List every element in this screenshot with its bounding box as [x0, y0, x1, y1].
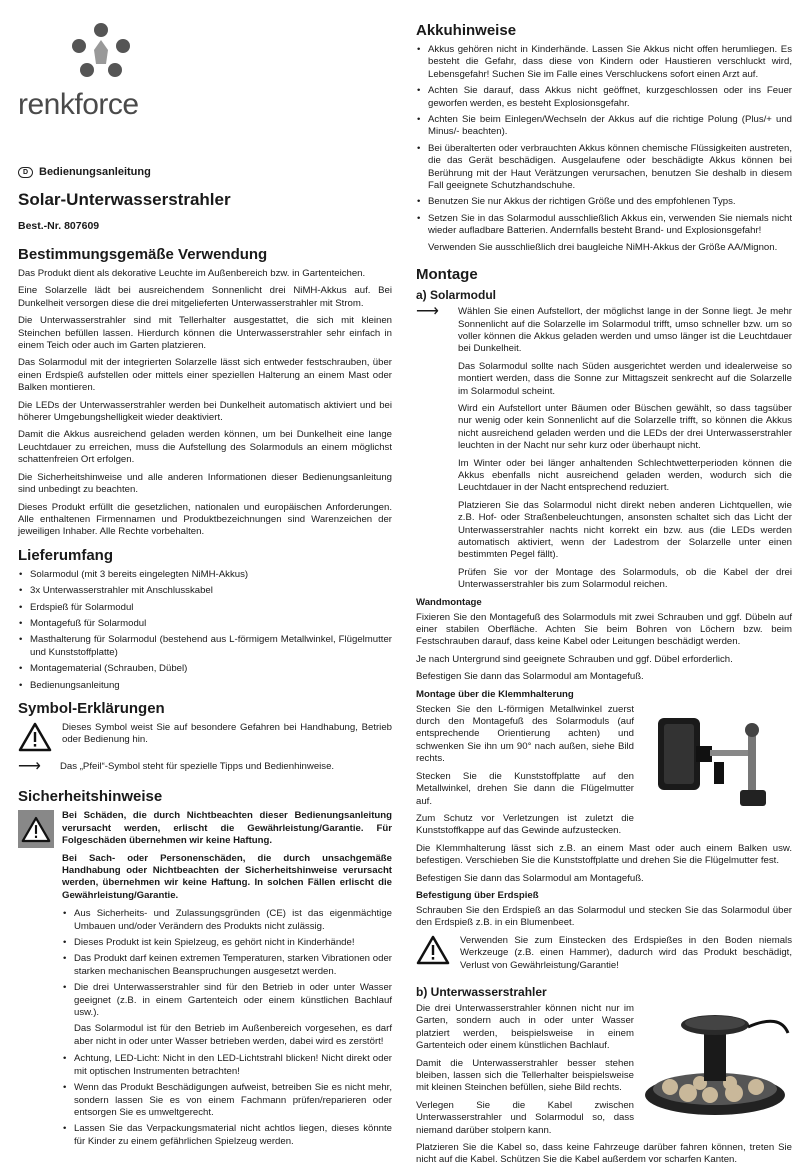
- list-item: • Akkus gehören nicht in Kinderhände. Lassen Sie Akkus nicht offen herumliegen. Es besteht die Gefahr, dass diese von Kindern oder Haustieren verschluckt wird, Lebensgefahr! Suchen Sie im Falle eines Verschluckens sofort einen Arzt auf.: [416, 44, 792, 81]
- paragraph: Das Solarmodul sollte nach Süden ausgerichtet werden und idealerweise so montiert werden, dass die Sonne zur Mittagszeit senkrecht auf die Solarzelle im Solarmodul scheint.: [458, 360, 792, 397]
- warning-triangle-icon: [18, 810, 54, 848]
- paragraph: Platzieren Sie die Kabel so, dass keine Fahrzeuge darüber fahren können, treten Sie nicht auf die Kabel. Schützen Sie die Kabel außerdem vor scharfen Kanten.: [416, 1142, 792, 1166]
- order-number: Best.-Nr. 807609: [18, 220, 100, 232]
- paragraph: Schrauben Sie den Erdspieß an das Solarmodul und stecken Sie das Solarmodul über den Erdspieß z.B. in ein Blumenbeet.: [416, 904, 792, 929]
- paragraph: Die Sicherheitshinweise und alle anderen Informationen dieser Bedienungsanleitung sind unbedingt zu beachten.: [18, 471, 392, 496]
- subheading-erdspiess: Befestigung über Erdspieß: [416, 889, 539, 901]
- subheading-unterwasserstrahler: b) Unterwasserstrahler: [416, 984, 547, 999]
- subheading-wandmontage: Wandmontage: [416, 596, 482, 608]
- page-title: Solar-Unterwasserstrahler: [18, 190, 231, 209]
- paragraph: Prüfen Sie vor der Montage des Solarmoduls, ob die Kabel der drei Unterwasserstrahler bis zum Solarmodul reichen.: [458, 566, 792, 591]
- paragraph: Fixieren Sie den Montagefuß des Solarmoduls mit zwei Schrauben und ggf. Dübeln auf einer stabilen Oberfläche. Achten Sie beim Bohren von Löchern bzw. beim Festschrauben darauf, dass keine Kabel oder Leitungen beschädigt werden.: [416, 611, 792, 648]
- paragraph: Die drei Unterwasserstrahler können nicht nur im Garten, sondern auch in oder unter Wasser platziert werden, beispielsweise in einem Gartenteich oder einem künstlichen Bachlauf.: [416, 1002, 634, 1052]
- warning-triangle-icon: [18, 722, 54, 757]
- paragraph: Wählen Sie einen Aufstellort, der möglichst lange in der Sonne liegt. Je mehr Sonnenlicht auf die Solarzelle im Solarmodul trifft, umso schneller bzw. um so voller können die Akkus geladen werden und umso länger ist die Leuchtdauer bei Dunkelheit.: [458, 306, 792, 355]
- list-item: • Benutzen Sie nur Akkus der richtigen Größe und des empfohlenen Typs.: [416, 196, 792, 208]
- paragraph: Zum Schutz vor Verletzungen ist zuletzt die Kunststoffkappe auf das Gewinde aufzustecken.: [416, 812, 634, 837]
- list-item: • Setzen Sie in das Solarmodul ausschließlich Akkus ein, verwenden Sie niemals nicht wieder aufladbare Batterien. Andernfalls besteht Brand- und Explosionsgefahr!: [416, 213, 792, 238]
- brand-logo: [18, 18, 158, 128]
- list-item: • Bei überalterten oder verbrauchten Akkus können chemische Flüssigkeiten austreten, die das Gerät beschädigen. Ausgelaufene oder beschädigte Akkus können bei Berührung mit der Haut Verätzungen verursachen, benutzen Sie deshalb in diesem Fall geeignete Schutzhandschuhe.: [416, 143, 792, 193]
- clamp-mount-image: [640, 704, 792, 843]
- paragraph: Das Produkt dient als dekorative Leuchte im Außenbereich bzw. in Gartenteichen.: [18, 268, 366, 279]
- section-heading-symbole: Symbol-Erklärungen: [18, 699, 165, 717]
- paragraph: Das Solarmodul mit der integrierten Solarzelle lässt sich entweder festschrauben, über einen Erdspieß aufstellen oder mittels einer speziellen Halterung an einem Mast oder Balken montieren.: [18, 357, 392, 394]
- paragraph: Dieses Produkt erfüllt die gesetzlichen, nationalen und europäischen Anforderungen. Alle enthaltenen Firmennamen und Produktbezeichnungen sind Warenzeichen der jeweiligen Inhaber. Alle Rechte vorbehalten.: [18, 501, 392, 538]
- paragraph: Damit die Akkus ausreichend geladen werden können, um bei Dunkelheit eine lange Leuchtdauer zu erreichen, muss die Aufstellung des Solarmoduls an einem möglichst schattenfreien Ort erfolgen.: [18, 429, 392, 466]
- warning-symbol-row: [18, 722, 392, 757]
- akku-note: Verwenden Sie ausschließlich drei baugleiche NiMH-Akkus der Größe AA/Mignon.: [428, 241, 778, 253]
- paragraph: Je nach Untergrund sind geeignete Schrauben und ggf. Dübel erforderlich.: [416, 653, 733, 665]
- uw-block: [416, 1003, 792, 1142]
- paragraph: Eine Solarzelle lädt bei ausreichendem Sonnenlicht drei NiMH-Akkus auf. Bei Dunkelheit versorgen diese die drei mitgelieferten Unterwasserstrahler mit Strom.: [18, 285, 392, 309]
- warning-symbol-text: Dieses Symbol weist Sie auf besondere Gefahren bei Handhabung, Betrieb oder Bedienung hin.: [62, 721, 392, 746]
- paragraph: Im Winter oder bei länger anhaltenden Schlechtwetterperioden können die Akkus ebenfalls nicht ausreichend geladen werden, wodurch sich die Leuchtdauer in der Nacht entsprechend reduziert.: [458, 457, 792, 494]
- lieferumfang-list: [18, 569, 392, 692]
- manual-label-text: Bedienungsanleitung: [39, 166, 151, 178]
- section-heading-bestimmung: Bestimmungsgemäße Verwendung: [18, 246, 268, 263]
- brand-name: renkforce: [18, 88, 139, 121]
- list-item: • Achtung, LED-Licht: Nicht in den LED-Lichtstrahl blicken! Nicht direkt oder mit optischen Instrumenten betrachten!: [62, 1053, 392, 1078]
- paragraph: Platzieren Sie das Solarmodul nicht direkt neben anderen Lichtquellen, wie z.B. Hof- oder Straßenbeleuchtungen, ansonsten schaltet sich das Licht der Unterwasserstrahler nachts nicht korrekt ein bzw. aus (die LEDs werden automatisch aktiviert, wenn der Ladestrom der Solarzelle unter einen bestimmten Pegel fällt).: [458, 499, 792, 561]
- section-heading-sicherheit: Sicherheitshinweise: [18, 788, 163, 806]
- underwater-light-image: [640, 1003, 792, 1142]
- list-item: • Achten Sie beim Einlegen/Wechseln der Akkus auf die richtige Polung (Plus/+ und Minus/- beachten).: [416, 114, 792, 139]
- akku-list: [416, 44, 792, 238]
- list-item: • Dieses Produkt ist kein Spielzeug, es gehört nicht in Kinderhände!: [62, 937, 392, 949]
- list-item: • Wenn das Produkt Beschädigungen aufweist, betreiben Sie es nicht mehr, sondern lassen Sie es von einem Fachmann prüfen/reparieren oder entsorgen Sie es umweltgerecht.: [62, 1082, 392, 1119]
- warning-triangle-icon: [416, 935, 452, 970]
- safety-bold-1: Bei Schäden, die durch Nichtbeachten dieser Bedienungsanleitung verursacht werden, erlischt die Gewährleistung/Garantie. Für Folgeschäden übernehmen wir keine Haftung.: [62, 810, 392, 847]
- safety-list: [62, 908, 392, 1019]
- paragraph: Die LEDs der Unterwasserstrahler werden bei Dunkelheit automatisch aktiviert und bei höherer Umgebungshelligkeit wieder deaktiviert.: [18, 399, 392, 424]
- manual-label: [18, 166, 392, 178]
- safety-list-2: [62, 1053, 392, 1148]
- solar-tip-block: [416, 303, 792, 597]
- language-badge: D: [18, 167, 33, 178]
- safety-bold-2: Bei Sach- oder Personenschäden, die durch unsachgemäße Handhabung oder Nichtbeachten der Sicherheitshinweise verursacht werden, übernehmen wir keine Haftung. In solchen Fällen erlischt die Gewährleistung/Garantie.: [62, 852, 392, 901]
- safety-sub-paragraph: Das Solarmodul ist für den Betrieb im Außenbereich vorgesehen, es darf aber nicht in oder unter Wasser betrieben werden, dabei wird es zerstört!: [74, 1023, 392, 1047]
- klemm-block: [416, 704, 792, 843]
- list-item: • Bedienungsanleitung: [18, 680, 392, 692]
- paragraph: Verlegen Sie die Kabel zwischen Unterwasserstrahler und Solarmodul so, dass niemand darüber stolpern kann.: [416, 1099, 634, 1136]
- list-item: • 3x Unterwasserstrahler mit Anschlusskabel: [18, 585, 392, 597]
- paragraph: Befestigen Sie dann das Solarmodul am Montagefuß.: [416, 671, 644, 683]
- paragraph: Befestigen Sie dann das Solarmodul am Montagefuß.: [416, 872, 644, 884]
- section-heading-akku: Akkuhinweise: [416, 22, 517, 39]
- list-item: • Achten Sie darauf, dass Akkus nicht geöffnet, kurzgeschlossen oder ins Feuer geworfen werden, es besteht Explosionsgefahr.: [416, 85, 792, 110]
- list-item: • Aus Sicherheits- und Zulassungsgründen (CE) ist das eigenmächtige Umbauen und/oder Verändern des Produkts nicht zulässig.: [62, 908, 392, 933]
- arrow-right-icon: ⟶: [18, 757, 41, 775]
- erd-warning-text: Verwenden Sie zum Einstecken des Erdspießes in den Boden niemals Werkzeuge (z.B. einen Hammer), dadurch wird das Produkt beschädigt, Verlust von Gewährleistung/Garantie!: [460, 934, 792, 971]
- arrow-symbol-text: Das „Pfeil“-Symbol steht für spezielle Tipps und Bedienhinweise.: [60, 760, 335, 772]
- paragraph: Wird ein Aufstellort unter Bäumen oder Büschen gewählt, so dass tagsüber nur wenig oder kein Sonnenlicht auf die Solarzelle trifft, so können die Akkus nicht ausreichend geladen werden und die LEDs der drei Unterwasserstrahler leuchten in der Nacht nur sehr kurz oder überhaupt nicht.: [458, 402, 792, 452]
- arrow-symbol-row: [18, 757, 392, 778]
- section-heading-lieferumfang: Lieferumfang: [18, 546, 114, 564]
- list-item: • Masthalterung für Solarmodul (bestehend aus L-förmigem Metallwinkel, Flügelmutter und Kunststoffplatte): [18, 634, 392, 659]
- list-item: • Montagefuß für Solarmodul: [18, 618, 392, 630]
- subheading-solarmodul: a) Solarmodul: [416, 288, 497, 303]
- section-heading-montage: Montage: [416, 266, 478, 284]
- left-column: [18, 166, 392, 1152]
- list-item: • Lassen Sie das Verpackungsmaterial nicht achtlos liegen, dieses könnte für Kinder zu einem gefährlichen Spielzeug werden.: [62, 1123, 392, 1148]
- erd-warning-row: [416, 935, 792, 977]
- list-item: • Solarmodul (mit 3 bereits eingelegten NiMH-Akkus): [18, 569, 392, 581]
- paragraph: Stecken Sie die Kunststoffplatte auf den Metallwinkel, drehen Sie dann die Flügelmutter auf.: [416, 770, 634, 807]
- subheading-klemmhalterung: Montage über die Klemmhalterung: [416, 688, 574, 700]
- list-item: • Montagematerial (Schrauben, Dübel): [18, 663, 392, 675]
- safety-warning-block: [18, 810, 392, 1152]
- paragraph: Die Klemmhalterung lässt sich z.B. an einem Mast oder auch einem Balken usw. befestigen. Verschieben Sie die Kunststoffplatte und drehen Sie die Flügelmutter fest.: [416, 842, 792, 867]
- right-column: [416, 22, 792, 1172]
- paragraph: Stecken Sie den L-förmigen Metallwinkel zuerst durch den Montagefuß des Solarmoduls (auf entsprechende Orientierung achten) und schwenken Sie ihn um 90° nach außen, siehe Bild rechts.: [416, 703, 634, 765]
- bestimmung-paragraphs: [18, 268, 392, 539]
- paragraph: Die Unterwasserstrahler sind mit Tellerhalter ausgestattet, die sich mit kleinen Steinchen befüllen lassen. Hierdurch können die Unterwasserstrahler sehr einfach in einem Teich oder auch im Garten platzieren.: [18, 315, 392, 352]
- list-item: • Die drei Unterwasserstrahler sind für den Betrieb in oder unter Wasser geeignet (z.B. in einem Gartenteich oder einem künstlichen Bachlauf usw.).: [62, 982, 392, 1019]
- list-item: • Erdspieß für Solarmodul: [18, 602, 392, 614]
- list-item: • Das Produkt darf keinen extremen Temperaturen, starken Vibrationen oder starken mechanischen Beanspruchungen ausgesetzt werden.: [62, 953, 392, 978]
- logo-star-icon: [56, 18, 146, 88]
- arrow-right-icon: ⟶: [416, 303, 439, 321]
- paragraph: Damit die Unterwasserstrahler besser stehen bleiben, lassen sich die Tellerhalter beispielsweise mit kleinen Steinchen befüllen, siehe Bild rechts.: [416, 1057, 634, 1094]
